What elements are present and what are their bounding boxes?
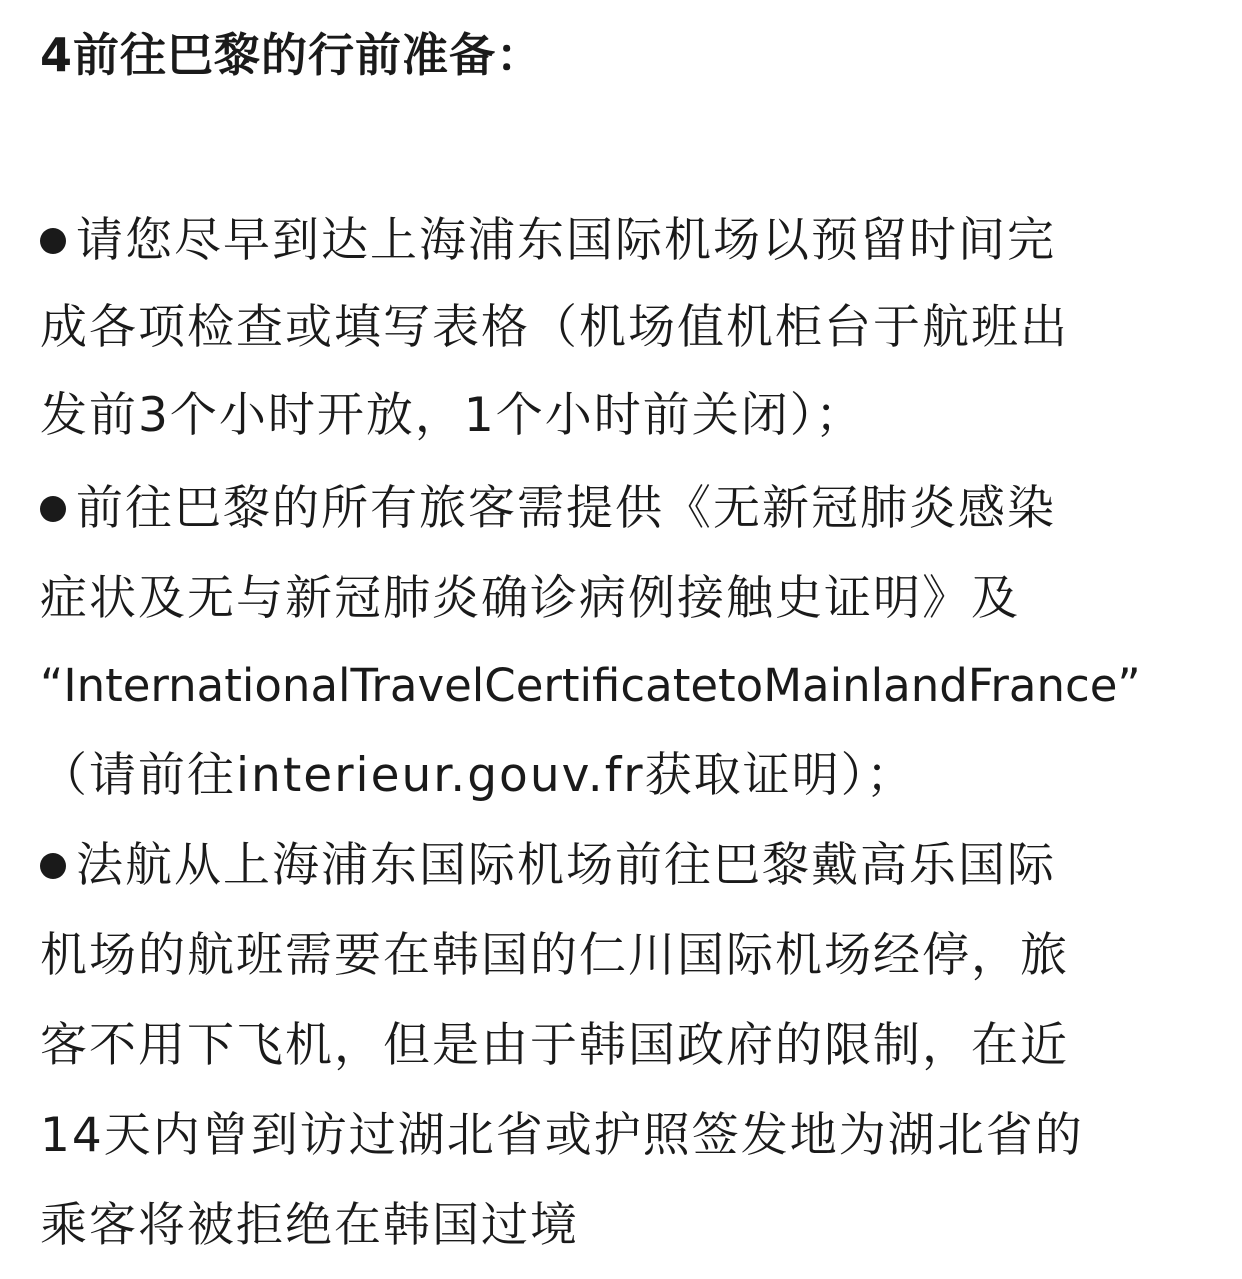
bullet-2-line-2: 症状及无与新冠肺炎确诊病例接触史证明》及	[40, 571, 1020, 626]
bullet-1-line-3: 发前3个小时开放，1个小时前关闭）；	[40, 388, 865, 443]
bullet-3-line-5: 乘客将被拒绝在韩国过境	[40, 1198, 579, 1253]
bullet-1-line-2: 成各项检查或填写表格（机场值机柜台于航班出	[40, 300, 1069, 355]
bullet-dot-icon	[40, 228, 66, 254]
bullet-2-text-1: 前往巴黎的所有旅客需提供《无新冠肺炎感染	[76, 481, 1056, 536]
bullet-3-text-1: 法航从上海浦东国际机场前往巴黎戴高乐国际	[76, 838, 1056, 893]
bullet-dot-icon	[40, 853, 66, 879]
bullet-2-line-3: “InternationalTravelCertificatetoMainlandFrance”	[40, 659, 1141, 712]
bullet-dot-icon	[40, 496, 66, 522]
bullet-3-line-1	[40, 836, 1056, 896]
bullet-2-line-4: （请前往interieur.gouv.fr获取证明）；	[40, 748, 916, 803]
bullet-1-line-1	[40, 211, 1056, 271]
section-heading: 4前往巴黎的行前准备：	[40, 28, 544, 82]
bullet-3-line-2: 机场的航班需要在韩国的仁川国际机场经停，旅	[40, 928, 1069, 983]
bullet-2-line-1	[40, 479, 1056, 539]
bullet-1-text-1: 请您尽早到达上海浦东国际机场以预留时间完	[76, 213, 1056, 268]
bullet-3-line-3: 客不用下飞机，但是由于韩国政府的限制，在近	[40, 1018, 1069, 1073]
bullet-3-line-4: 14天内曾到访过湖北省或护照签发地为湖北省的	[40, 1108, 1084, 1163]
